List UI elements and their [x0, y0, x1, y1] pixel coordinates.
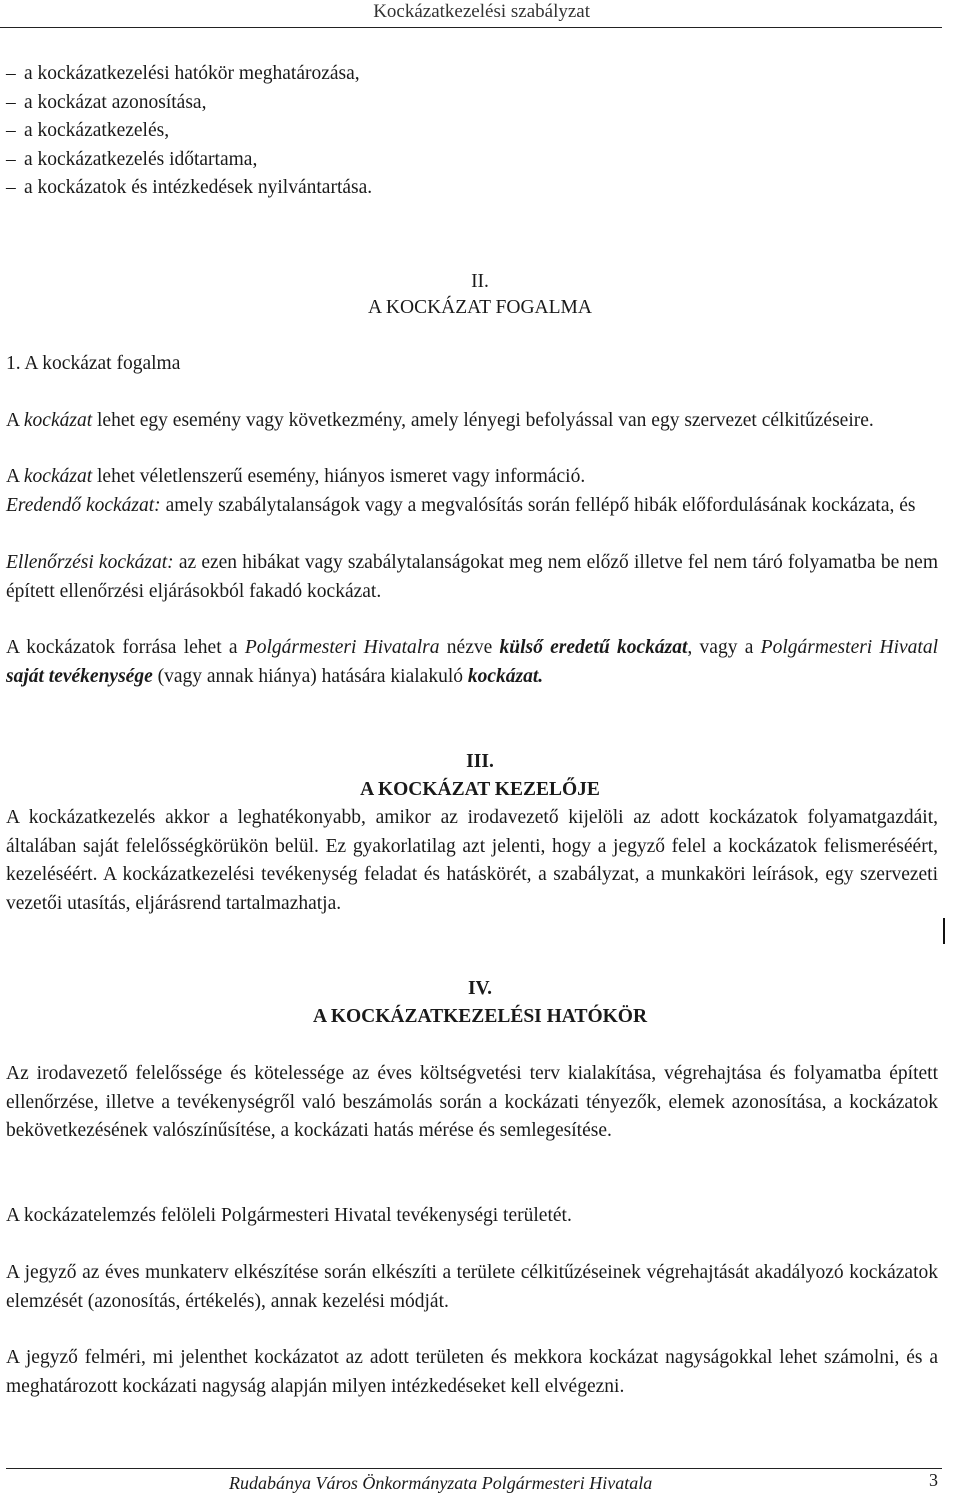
footer-text: Rudabánya Város Önkormányzata Polgármesteri Hivatala [229, 1473, 653, 1493]
section-2-paragraph-4: Ellenőrzési kockázat: az ezen hibákat vagy szabálytalanságokat meg nem előző illetve fel nem táró folyamatba be nem épített ellenőrzési eljárásokból fakadó kockázat. [6, 552, 938, 602]
section-2-number: II. [471, 271, 489, 292]
list-item: – a kockázatkezelési hatókör meghatározása, [6, 60, 706, 89]
list-item: – a kockázatkezelés időtartama, [6, 146, 706, 175]
section-2-title: A KOCKÁZAT FOGALMA [368, 297, 592, 318]
section-4-paragraph-2: A kockázatelemzés felöleli Polgármesteri Hivatal tevékenységi területét. [6, 1205, 572, 1226]
footer-rule [6, 1468, 942, 1469]
list-item: – a kockázatkezelés, [6, 117, 706, 146]
page-number: 3 [929, 1470, 938, 1490]
section-3-paragraph-1: A kockázatkezelés akkor a leghatékonyabb, amikor az irodavezető kijelöli az adott kockázatok folyamatgazdáit, általában saját felelősségkörükön belül. Ez gyakorlatilag azt jelenti, hogy a jegyző felel a kockázatok felismeréséért, kezeléséért. A kockázatkezelési tevékenység feladat és hatáskörét, a szabályzat, a munkaköri leírások, egy szervezeti vezetői utasítás, eljárásrend tartalmazhatja. [6, 807, 938, 914]
intro-list [6, 60, 706, 203]
section-2-paragraph-1: A kockázat lehet egy esemény vagy következmény, amely lényegi befolyással van egy szervezet célkitűzéseire. [6, 410, 874, 431]
section-3-number: III. [466, 751, 494, 772]
dash-bullet: – [6, 177, 16, 198]
dash-bullet: – [6, 63, 16, 84]
list-item: – a kockázatok és intézkedések nyilvántartása. [6, 174, 706, 203]
section-4-paragraph-3: A jegyző az éves munkaterv elkészítése során elkészíti a területe célkitűzéseinek végrehajtását akadályozó kockázatok elemzését (azonosítás, értékelés), annak kezelési módját. [6, 1262, 938, 1312]
header-rule [0, 27, 942, 28]
list-item: – a kockázat azonosítása, [6, 89, 706, 118]
dash-bullet: – [6, 91, 16, 113]
section-4-paragraph-1: Az irodavezető felelőssége és kötelessége az éves költségvetési terv kialakítása, végrehajtása és folyamatba épített ellenőrzése, illetve a tevékenységről való beszámolás során a kockázati tényezők, elemek azonosítása, a kockázatok bekövetkezésének valószínűsítése, a kockázati hatás mérése és semlegesítése. [6, 1063, 938, 1141]
section-2-paragraph-5: A kockázatok forrása lehet a Polgármesteri Hivatalra nézve külső eredetű kockázat, vagy a Polgármesteri Hivatal saját tevékenysége (vagy annak hiánya) hatására kialakuló kockázat. [6, 637, 938, 687]
dash-bullet: – [6, 148, 16, 170]
section-2-subheading: 1. A kockázat fogalma [6, 353, 181, 374]
change-bar-mark [943, 918, 945, 944]
section-2-paragraph-2: A kockázat lehet véletlenszerű esemény, hiányos ismeret vagy információ. [6, 466, 586, 487]
section-3-title: A KOCKÁZAT KEZELŐJE [360, 779, 600, 800]
section-4-title: A KOCKÁZATKEZELÉSI HATÓKÖR [312, 1006, 648, 1027]
dash-bullet: – [6, 120, 16, 141]
section-4-paragraph-4: A jegyző felméri, mi jelenthet kockázatot az adott területen és mekkora kockázat nagyságokkal lehet számolni, és a meghatározott kockázati nagyság alapján milyen intézkedéseket kell elvégezni. [6, 1347, 938, 1397]
section-4-number: IV. [467, 978, 493, 999]
section-2-paragraph-3: Eredendő kockázat: amely szabálytalanságok vagy a megvalósítás során fellépő hibák előfordulásának kockázata, és [6, 495, 916, 516]
header-title: Kockázatkezelési szabályzat [373, 1, 590, 22]
